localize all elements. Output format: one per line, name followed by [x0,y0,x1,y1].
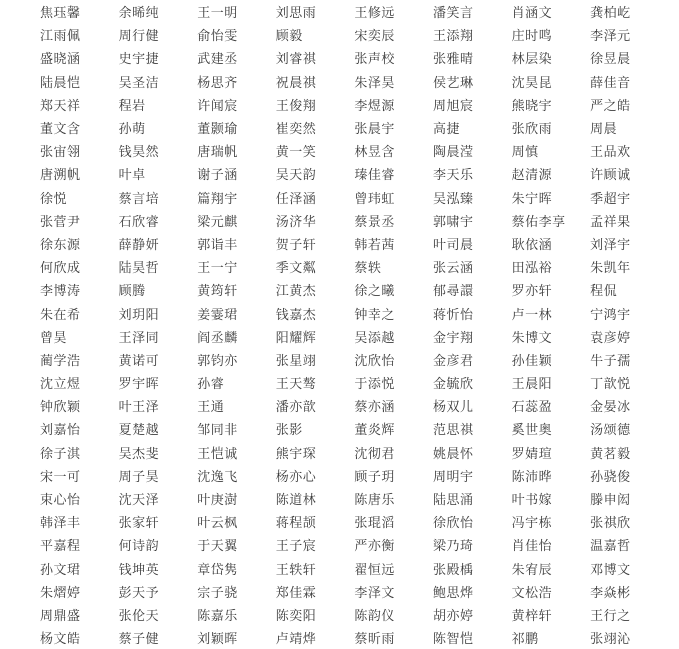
name-row [40,23,679,46]
name-cell: 徐子淇 [40,446,81,462]
name-cell: 朱宁晖 [511,191,553,207]
name-cell: 张声校 [354,52,395,68]
name-cell: 翟恒远 [354,562,395,578]
name-cell: 董炎辉 [354,423,395,439]
name-cell: 汤颂德 [590,423,631,439]
name-cell: 韩泽丰 [40,516,81,532]
name-cell: 董文含 [40,122,81,138]
name-cell: 朱博文 [511,330,553,346]
name-cell: 王添翔 [432,29,474,45]
name-row [40,162,679,185]
name-cell: 徐之曦 [354,284,395,300]
name-cell: 严亦衡 [354,539,395,555]
name-cell: 鲍思烨 [432,585,474,601]
name-cell: 顾腾 [118,284,146,300]
name-cell: 曾玮虹 [354,191,395,207]
name-cell: 朱熠婷 [40,585,81,601]
name-row [40,626,679,649]
name-cell: 陈道林 [275,493,317,509]
name-cell: 范思祺 [432,423,474,439]
name-cell: 周行健 [118,29,160,45]
name-cell: 叶卓 [118,168,146,184]
name-cell: 温嘉哲 [590,539,631,555]
name-cell: 张晨宇 [354,122,395,138]
name-cell: 顾毅 [275,29,303,45]
name-cell: 沈昊昆 [511,75,553,91]
name-cell: 赵清源 [511,168,553,184]
name-cell: 黄诺可 [118,353,160,369]
name-cell: 蔡轶 [354,261,382,277]
name-row [40,0,679,23]
name-cell: 王恺诚 [197,446,238,462]
name-cell: 奚世奥 [511,423,553,439]
name-cell: 陆晨恺 [40,75,81,91]
name-cell: 王天骜 [275,377,317,393]
name-cell: 朱凯年 [590,261,631,277]
name-cell: 瑧佳睿 [354,168,395,184]
name-cell: 钱嘉杰 [275,307,317,323]
name-cell: 罗宇晖 [118,377,160,393]
name-row [40,232,679,255]
name-cell: 金晏冰 [590,400,631,416]
name-cell: 王一明 [197,6,238,22]
name-cell: 杨亦心 [275,469,317,485]
name-cell: 钱坤英 [118,562,160,578]
name-cell: 祝晨祺 [275,75,317,91]
name-cell: 吴杰斐 [118,446,160,462]
name-cell: 邹同非 [197,423,238,439]
name-row [40,510,679,533]
name-cell: 篇翔宇 [197,191,238,207]
name-cell: 陈韵仪 [354,608,395,624]
name-cell: 庄时鸣 [511,29,553,45]
name-cell: 梁乃琦 [432,539,474,555]
name-cell: 崔奕然 [275,122,317,138]
name-row [40,580,679,603]
name-cell: 徐欣怡 [432,516,474,532]
name-cell: 黄茗毅 [590,446,631,462]
name-cell: 王轶轩 [275,562,317,578]
name-cell: 宁鸿宇 [590,307,631,323]
name-cell: 刘思雨 [275,6,317,22]
name-cell: 孙佳颖 [511,353,553,369]
name-cell: 潘笑言 [432,6,474,22]
name-cell: 王子宸 [275,539,317,555]
name-cell: 龚柏屹 [590,6,631,22]
name-cell: 叶云枫 [197,516,238,532]
name-cell: 钟幸之 [354,307,395,323]
name-cell: 张影 [275,423,303,439]
name-cell: 刘泽宇 [590,237,631,253]
name-cell: 王修远 [354,6,395,22]
name-cell: 王俊翔 [275,98,317,114]
name-cell: 张伦天 [118,608,160,624]
name-cell: 吴圣洁 [118,75,160,91]
name-row [40,255,679,278]
name-cell: 朱泽昊 [354,75,395,91]
name-row [40,557,679,580]
name-cell: 郁尋譞 [432,284,474,300]
name-row [40,464,679,487]
name-cell: 于天翼 [197,539,238,555]
name-cell: 刘玥阳 [118,307,160,323]
name-cell: 孙萌 [118,122,146,138]
name-cell: 蔡亦涵 [354,400,395,416]
name-cell: 李泽元 [590,29,631,45]
name-cell: 董颢瑜 [197,122,238,138]
name-cell: 任泽涵 [275,191,317,207]
name-cell: 陈嘉乐 [197,608,238,624]
name-cell: 王品欢 [590,145,631,161]
name-cell: 武建丞 [197,52,238,68]
name-row [40,533,679,556]
name-cell: 章岱隽 [197,562,238,578]
name-cell: 肖佳怡 [511,539,553,555]
name-cell: 刘嘉怡 [40,423,81,439]
name-row [40,93,679,116]
name-cell: 罗亦轩 [511,284,553,300]
name-row [40,116,679,139]
name-cell: 孙骁俊 [590,469,631,485]
name-cell: 季超宇 [590,191,631,207]
name-cell: 季文粼 [275,261,317,277]
name-cell: 沈逸飞 [197,469,238,485]
name-cell: 蒋程颉 [275,516,317,532]
name-cell: 周鼎盛 [40,608,81,624]
name-row [40,139,679,162]
name-cell: 焦珏馨 [40,6,81,22]
name-cell: 张祺欣 [590,516,631,532]
name-cell: 陈奕阳 [275,608,317,624]
name-cell: 钟欣颖 [40,400,81,416]
name-cell: 朱在希 [40,307,81,323]
name-cell: 刘颖晖 [197,632,238,648]
name-cell: 姜霎珺 [197,307,238,323]
name-cell: 郭诣丰 [197,237,238,253]
name-row [40,417,679,440]
name-row [40,301,679,324]
name-cell: 夏楚越 [118,423,160,439]
name-cell: 张菅尹 [40,214,81,230]
name-cell: 史宇捷 [118,52,160,68]
name-cell: 贺子轩 [275,237,317,253]
name-row [40,325,679,348]
name-cell: 蒋忻怡 [432,307,474,323]
name-cell: 薛静妍 [118,237,160,253]
name-row [40,487,679,510]
name-cell: 徐东源 [40,237,81,253]
name-cell: 蔡佑李享 [511,214,566,230]
name-cell: 林层染 [511,52,553,68]
name-cell: 徐悦 [40,191,68,207]
name-row [40,46,679,69]
name-cell: 李天乐 [432,168,474,184]
name-cell: 张欣雨 [511,122,553,138]
name-cell: 耿依涵 [511,237,553,253]
name-cell: 高捷 [432,122,460,138]
name-cell: 周子昊 [118,469,160,485]
name-cell: 吴添越 [354,330,395,346]
name-cell: 熊晓宇 [511,98,553,114]
name-cell: 郑佳霖 [275,585,317,601]
name-cell: 孙睿 [197,377,225,393]
name-cell: 谢子涵 [197,168,238,184]
name-cell: 蔡景丞 [354,214,395,230]
name-cell: 叶王泽 [118,400,160,416]
name-cell: 田泓裕 [511,261,553,277]
name-cell: 沈立煜 [40,377,81,393]
name-cell: 潘亦歆 [275,400,317,416]
name-cell: 张琨滔 [354,516,395,532]
name-cell: 金毓欣 [432,377,474,393]
name-cell: 李博涛 [40,284,81,300]
name-cell: 丁歆悦 [590,377,631,393]
name-cell: 卢一林 [511,307,553,323]
name-cell: 蔡子健 [118,632,160,648]
name-row [40,394,679,417]
name-cell: 何欣成 [40,261,81,277]
name-cell: 张翊沁 [590,632,631,648]
name-cell: 陈智恺 [432,632,474,648]
name-cell: 严之皓 [590,98,631,114]
name-cell: 陆昊哲 [118,261,160,277]
name-cell: 陈沛晔 [511,469,553,485]
name-cell: 郑天祥 [40,98,81,114]
name-cell: 祁鹏 [511,632,539,648]
name-cell: 陈唐乐 [354,493,395,509]
name-cell: 王泽同 [118,330,160,346]
name-cell: 程岩 [118,98,146,114]
name-cell: 唐瑞帆 [197,145,238,161]
name-cell: 程侃 [590,284,618,300]
name-cell: 张宙翎 [40,145,81,161]
name-cell: 盛晓涵 [40,52,81,68]
name-cell: 林昱含 [354,145,395,161]
name-cell: 张家轩 [118,516,160,532]
name-cell: 江黄杰 [275,284,317,300]
name-cell: 黄梓轩 [511,608,553,624]
name-cell: 姚晨怀 [432,446,474,462]
name-cell: 彭天予 [118,585,160,601]
name-cell: 滕申闳 [590,493,631,509]
name-cell: 余晞纯 [118,6,160,22]
name-row [40,603,679,626]
name-cell: 曾昊 [40,330,68,346]
name-cell: 蔺学浩 [40,353,81,369]
name-cell: 郭钧亦 [197,353,238,369]
name-cell: 陆思涌 [432,493,474,509]
name-cell: 徐昱晨 [590,52,631,68]
name-cell: 钱昊然 [118,145,160,161]
name-row [40,209,679,232]
name-cell: 平嘉程 [40,539,81,555]
name-cell: 李泽文 [354,585,395,601]
name-cell: 宗子骁 [197,585,238,601]
name-cell: 王通 [197,400,225,416]
name-cell: 顾子玥 [354,469,395,485]
name-cell: 卢靖烨 [275,632,317,648]
name-cell: 孙文珺 [40,562,81,578]
name-cell: 侯艺琳 [432,75,474,91]
name-cell: 张殿楀 [432,562,474,578]
name-cell: 汤济华 [275,214,317,230]
name-cell: 沈彻君 [354,446,395,462]
name-cell: 罗婧瑄 [511,446,553,462]
name-cell: 束心怡 [40,493,81,509]
name-cell: 韩若茜 [354,237,395,253]
name-row [40,278,679,301]
name-cell: 张雅晴 [432,52,474,68]
name-row [40,371,679,394]
name-cell: 李煜源 [354,98,395,114]
name-cell: 叶书嫁 [511,493,553,509]
name-cell: 刘睿祺 [275,52,317,68]
name-cell: 杨双儿 [432,400,474,416]
name-cell: 袁彦婷 [590,330,631,346]
name-cell: 周慎 [511,145,539,161]
name-cell: 王行之 [590,608,631,624]
name-cell: 阎丞麟 [197,330,238,346]
name-cell: 文松浩 [511,585,553,601]
name-cell: 吴天韵 [275,168,317,184]
name-cell: 梁元麒 [197,214,238,230]
name-row [40,441,679,464]
name-row [40,348,679,371]
name-cell: 于添悦 [354,377,395,393]
name-cell: 金彦君 [432,353,474,369]
name-cell: 孟祥果 [590,214,631,230]
name-cell: 李焱彬 [590,585,631,601]
name-row [40,186,679,209]
name-row [40,70,679,93]
name-cell: 周明宇 [432,469,474,485]
name-cell: 蔡昕雨 [354,632,395,648]
name-cell: 周晨 [590,122,618,138]
name-cell: 沈天泽 [118,493,160,509]
name-cell: 许闻宸 [197,98,238,114]
name-cell: 金宇翔 [432,330,474,346]
name-cell: 叶庚澍 [197,493,238,509]
name-cell: 熊宇琛 [275,446,317,462]
name-cell: 黄筠轩 [197,284,238,300]
name-cell: 郭啸宇 [432,214,474,230]
name-cell: 阳耀辉 [275,330,317,346]
name-cell: 张云涵 [432,261,474,277]
name-cell: 石欣睿 [118,214,160,230]
name-cell: 蔡言培 [118,191,160,207]
name-cell: 邓博文 [590,562,631,578]
name-cell: 何诗韵 [118,539,160,555]
name-cell: 沈欣怡 [354,353,395,369]
name-cell: 唐溯帆 [40,168,81,184]
name-cell: 许顾诚 [590,168,631,184]
name-cell: 叶司晨 [432,237,474,253]
name-cell: 江雨佩 [40,29,81,45]
name-cell: 周旭宸 [432,98,474,114]
name-cell: 牛子孺 [590,353,631,369]
name-cell: 杨文皓 [40,632,81,648]
name-cell: 薛佳音 [590,75,631,91]
name-cell: 杨思齐 [197,75,238,91]
name-cell: 石蕊盈 [511,400,553,416]
name-cell: 吴泓臻 [432,191,474,207]
name-cell: 陶晨滢 [432,145,474,161]
name-cell: 张星翊 [275,353,317,369]
name-cell: 胡亦婷 [432,608,474,624]
name-cell: 王晨阳 [511,377,553,393]
name-cell: 肖涵文 [511,6,553,22]
name-cell: 黄一笑 [275,145,317,161]
name-cell: 冯宇栋 [511,516,553,532]
name-cell: 王一宁 [197,261,238,277]
name-cell: 朱宥辰 [511,562,553,578]
name-cell: 俞怡雯 [197,29,238,45]
name-cell: 宋一可 [40,469,81,485]
name-list-grid [40,0,679,649]
name-cell: 宋奕辰 [354,29,395,45]
